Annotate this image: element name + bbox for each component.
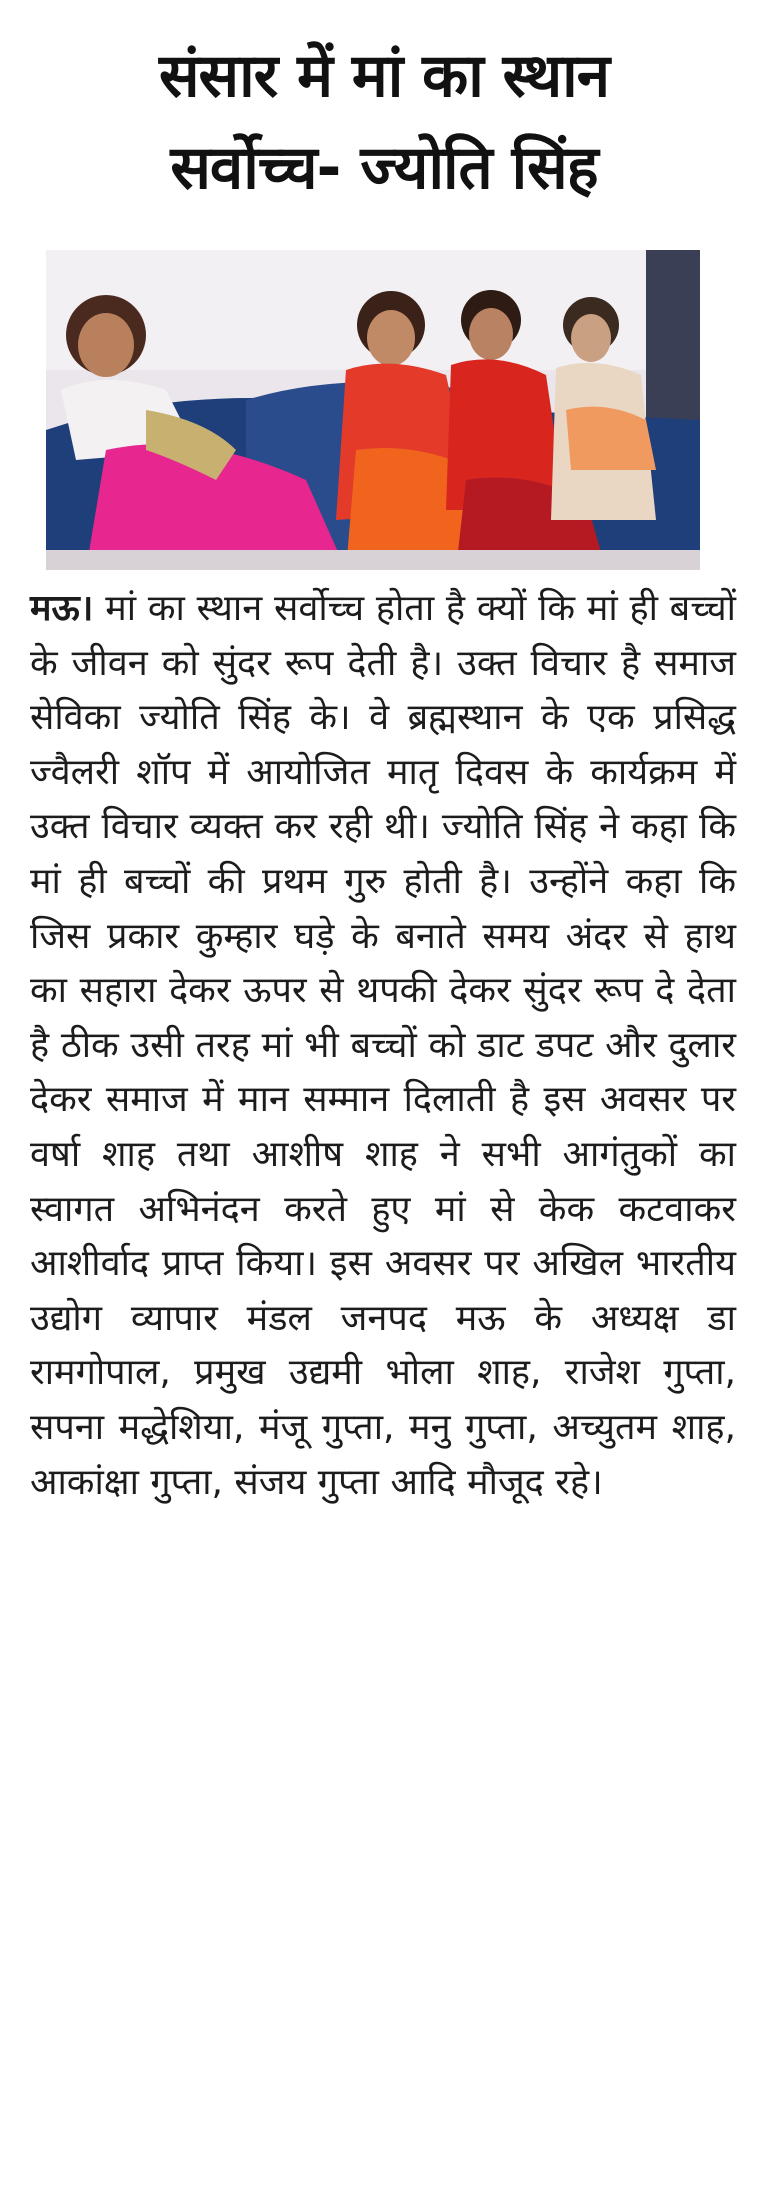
headline (30, 30, 738, 214)
news-photo (46, 250, 700, 570)
dateline: मऊ। (30, 588, 94, 629)
news-photo-women-seated-image (46, 250, 700, 570)
headline-line-1: संसार में मां का स्थान (159, 41, 609, 111)
article-body (30, 582, 736, 1510)
article-text: मां का स्थान सर्वोच्च होता है क्यों कि मां ही बच्चों के जीवन को सुंदर रूप देती है। उक्त विचार है समाज सेविका ज्योति सिंह के। वे ब्रह्मस्थान के एक प्रसिद्ध ज्वैलरी शॉप में आयोजित मातृ दिवस के कार्यक्रम में उक्त विचार व्यक्त कर रही थी। ज्योति सिंह ने कहा कि मां ही बच्चों की प्रथम गुरु होती है। उन्होंने कहा कि जिस प्रकार कुम्हार घड़े के बनाते समय अंदर से हाथ का सहारा देकर ऊपर से थपकी देकर सुंदर रूप दे देता है ठीक उसी तरह मां भी बच्चों को डाट डपट और दुलार देकर समाज में मान सम्मान दिलाती है इस अवसर पर वर्षा शाह तथा आशीष शाह ने सभी आगंतुकों का स्वागत अभिनंदन करते हुए मां से केक कटवाकर आशीर्वाद प्राप्त किया। इस अवसर पर अखिल भारतीय उद्योग व्यापार मंडल जनपद मऊ के अध्यक्ष डा रामगोपाल, प्रमुख उद्यमी भोला शाह, राजेश गुप्ता, सपना मद्धेशिया, मंजू गुप्ता, मनु गुप्ता, अच्युतम शाह, आकांक्षा गुप्ता, संजय गुप्ता आदि मौजूद रहे। (30, 588, 736, 1503)
headline-line-2: सर्वोच्च- ज्योति सिंह (170, 133, 598, 203)
